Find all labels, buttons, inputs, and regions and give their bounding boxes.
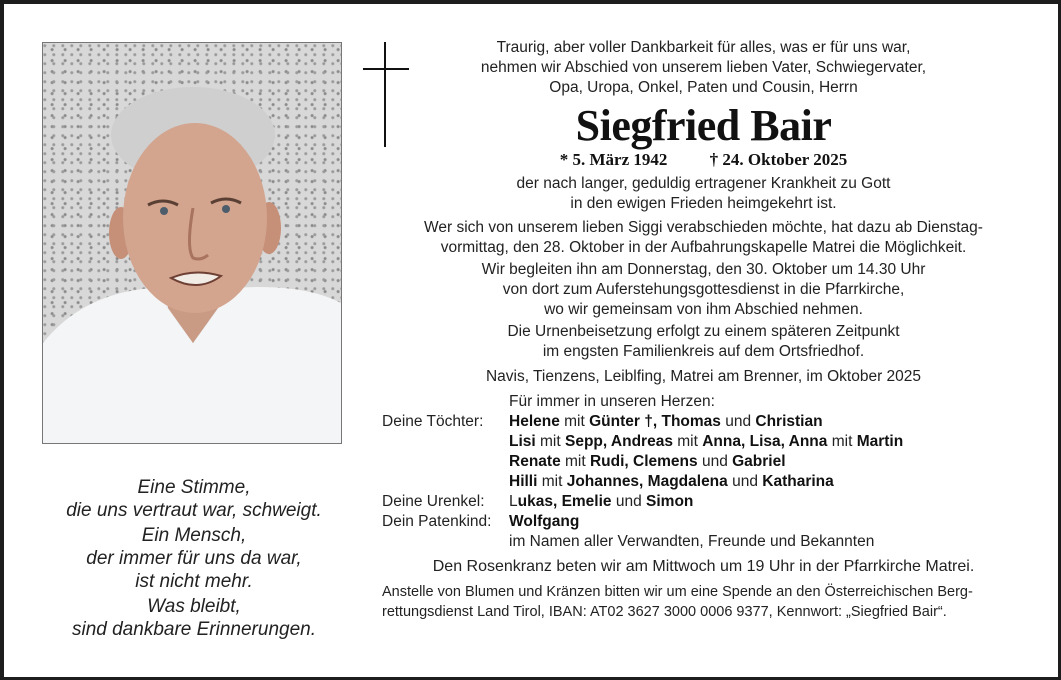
family-row [376, 532, 1031, 552]
poem-line: Was bleibt, [147, 596, 241, 617]
text-line: rettungsdienst Land Tirol, IBAN: AT02 3627 3000 0006 9377, Kennwort: „Siegfried Bair“. [382, 604, 947, 620]
memorial-poem [38, 476, 350, 643]
passing-text [376, 174, 1031, 214]
text-line: der nach langer, geduldig ertragener Krankheit zu Gott [516, 175, 891, 192]
viewing-text [376, 218, 1031, 258]
intro-text [376, 38, 1031, 98]
text-line: im engsten Familienkreis auf dem Ortsfriedhof. [542, 343, 865, 360]
birth-date: * 5. März 1942 [559, 150, 668, 169]
family-row-label [376, 452, 509, 472]
text-line: Anstelle von Blumen und Kränzen bitten wir um eine Spende an den Österreichischen Berg- [382, 584, 973, 600]
family-row [376, 432, 1031, 452]
family-heading-row [376, 392, 1031, 412]
poem-line: Ein Mensch, [141, 525, 247, 546]
poem-stanza [38, 595, 350, 641]
family-row-label [376, 432, 509, 452]
family-row-names: Hilli mit Johannes, Magdalena und Katharina [509, 473, 834, 490]
intro-line: nehmen wir Abschied von unserem lieben Vater, Schwiegervater, [480, 59, 927, 76]
family-row-names: Helene mit Günter †, Thomas und Christian [509, 413, 823, 430]
poem-stanza [38, 476, 350, 522]
family-row [376, 492, 1031, 512]
family-row-label: Deine Töchter: [382, 413, 484, 430]
text-line: Wir begleiten ihn am Donnerstag, den 30. Oktober um 14.30 Uhr [481, 261, 926, 278]
family-rows [376, 412, 1031, 552]
poem-line: Eine Stimme, [137, 477, 251, 498]
donation-notice [376, 582, 1031, 622]
family-row-label [376, 532, 509, 552]
intro-line: Opa, Uropa, Onkel, Paten und Cousin, Herrn [549, 79, 858, 96]
family-row-names: Lisi mit Sepp, Andreas mit Anna, Lisa, Anna mit Martin [509, 433, 904, 450]
family-row-names: Renate mit Rudi, Clemens und Gabriel [509, 453, 786, 470]
text-line: Die Urnenbeisetzung erfolgt zu einem späteren Zeitpunkt [507, 323, 900, 340]
text-line: wo wir gemeinsam von ihm Abschied nehmen. [544, 301, 863, 318]
poem-line: die uns vertraut war, schweigt. [66, 500, 322, 521]
text-line: Wer sich von unserem lieben Siggi verabschieden möchte, hat dazu ab Dienstag- [424, 219, 983, 236]
deceased-name: Siegfried Bair [575, 101, 832, 150]
family-row [376, 512, 1031, 532]
poem-line: sind dankbare Erinnerungen. [71, 619, 316, 640]
family-row-names: Lukas, Emelie und Simon [509, 493, 694, 510]
family-heading: Für immer in unseren Herzen: [509, 393, 715, 410]
portrait-photo [42, 42, 342, 444]
death-date: † 24. Oktober 2025 [709, 150, 848, 169]
life-dates [376, 150, 1031, 170]
family-row [376, 472, 1031, 492]
family-list [376, 392, 1031, 552]
text-line: vormittag, den 28. Oktober in der Aufbahrungskapelle Matrei die Möglichkeit. [440, 239, 967, 256]
funeral-text [376, 260, 1031, 320]
intro-line: Traurig, aber voller Dankbarkeit für alles, was er für uns war, [496, 39, 911, 56]
urn-burial-text [376, 322, 1031, 362]
family-row-label: Deine Urenkel: [382, 493, 485, 510]
obituary-text [376, 38, 1031, 622]
family-row-label: Dein Patenkind: [382, 513, 492, 530]
poem-line: der immer für uns da war, [86, 548, 302, 569]
family-row [376, 452, 1031, 472]
portrait-illustration [43, 43, 341, 443]
family-row-names: im Namen aller Verwandten, Freunde und Bekannten [509, 533, 875, 550]
place-and-date: Navis, Tienzens, Leiblfing, Matrei am Brenner, im Oktober 2025 [485, 368, 922, 385]
rosary-notice: Den Rosenkranz beten wir am Mittwoch um 19 Uhr in der Pfarrkirche Matrei. [432, 558, 975, 575]
text-line: in den ewigen Frieden heimgekehrt ist. [570, 195, 837, 212]
poem-line: ist nicht mehr. [135, 571, 253, 592]
poem-stanza [38, 524, 350, 593]
family-row-label [376, 472, 509, 492]
family-row-names: Wolfgang [509, 513, 580, 530]
text-line: von dort zum Auferstehungsgottesdienst in die Pfarrkirche, [502, 281, 905, 298]
family-row [376, 412, 1031, 432]
